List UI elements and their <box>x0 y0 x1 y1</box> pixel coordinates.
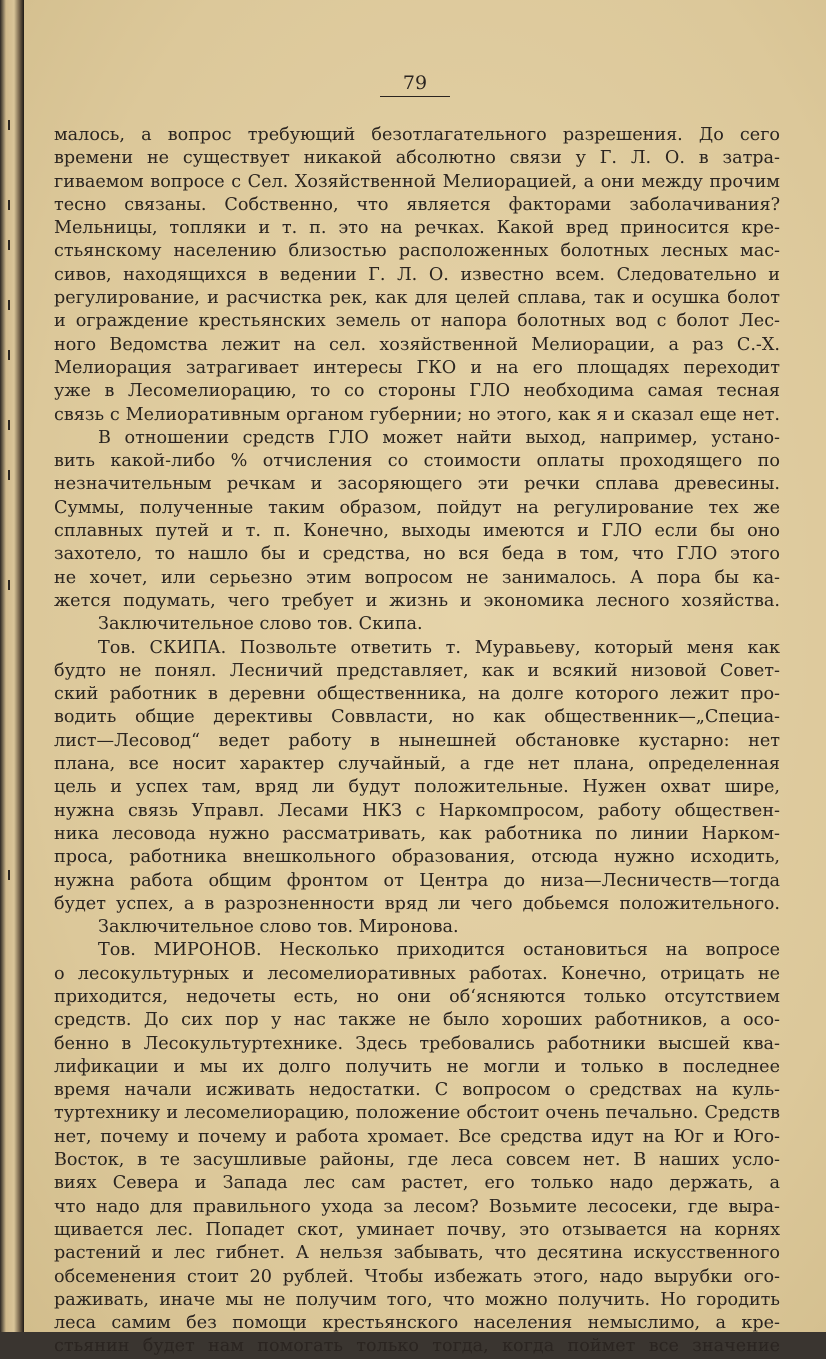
gutter-mark <box>8 120 10 130</box>
text-line: виях Севера и Запада лес сам растет, его только надо держать, а <box>54 1173 780 1194</box>
page-number: 79 <box>380 72 450 97</box>
text-line: Тов. МИРОНОВ. Несколько приходится остановиться на вопросе <box>98 940 780 961</box>
book-page <box>24 0 826 1357</box>
text-line: гиваемом вопросе с Сел. Хозяйственной Мелиорацией, а они между прочим <box>54 171 780 192</box>
text-line: Мелиорация затрагивает интересы ГКО и на его площадях переходит <box>54 357 780 378</box>
gutter-mark <box>8 350 10 360</box>
text-line: тесно связаны. Собственно, что является факторами заболачивания? <box>54 194 780 215</box>
gutter-mark <box>8 420 10 430</box>
page-body-text <box>54 124 780 1359</box>
text-line: что надо для правильного ухода за лесом? Возьмите лесосеки, где выра- <box>54 1196 780 1217</box>
text-line: стьянскому населению близостью расположенных болотных лесных мас- <box>54 241 780 262</box>
gutter-mark <box>8 240 10 250</box>
text-line: уже в Лесомелиорацию, то со стороны ГЛО необходима самая тесная <box>54 381 780 402</box>
text-line: время начали исживать недостатки. С вопросом о средствах на куль- <box>54 1080 780 1101</box>
text-line: Заключительное слово тов. Скипа. <box>98 614 423 635</box>
text-line: сивов, находящихся в ведении Г. Л. О. известно всем. Следовательно и <box>54 264 780 285</box>
text-line: растений и лес гибнет. А нельзя забывать, что десятина искусственного <box>54 1243 780 1264</box>
text-line: Мельницы, топляки и т. п. это на речках. Какой вред приносится кре- <box>54 218 780 239</box>
text-line: обсеменения стоит 20 рублей. Чтобы избежать этого, надо вырубки ого- <box>54 1266 780 1287</box>
text-line: лификации и мы их долго получить не могли и только в последнее <box>54 1056 780 1077</box>
text-line: времени не существует никакой абсолютно связи у Г. Л. О. в затра- <box>54 148 780 169</box>
text-line: лист—Лесовод“ ведет работу в нынешней обстановке кустарно: нет <box>54 730 780 751</box>
text-line: Суммы, полученные таким образом, пойдут на регулирование тех же <box>54 497 780 518</box>
text-line: нужна работа общим фронтом от Центра до низа—Лесничеств—тогда <box>54 870 780 891</box>
text-line: водить общие дерективы Соввласти, но как общественник—„Специа- <box>54 707 780 728</box>
text-line: раживать, иначе мы не получим того, что можно получить. Но городить <box>54 1289 780 1310</box>
book-gutter <box>0 0 24 1332</box>
text-line: ного Ведомства лежит на сел. хозяйственной Мелиорации, а раз С.-Х. <box>54 334 780 355</box>
text-line: бенно в Лесокультуртехнике. Здесь требовались работники высшей ква- <box>54 1033 780 1054</box>
text-line: туртехнику и лесомелиорацию, положение обстоит очень печально. Средств <box>54 1103 780 1124</box>
text-line: проса, работника внешкольного образования, отсюда нужно исходить, <box>54 847 780 868</box>
text-line: приходится, недочеты есть, но они об‘ясняются только отсутствием <box>54 986 780 1007</box>
text-line: Восток, в те засушливые районы, где леса совсем нет. В наших усло- <box>54 1150 780 1171</box>
gutter-mark <box>8 580 10 590</box>
text-line: сплавных путей и т. п. Конечно, выходы имеются и ГЛО если бы оно <box>54 521 780 542</box>
text-line: захотело, то нашло бы и средства, но вся беда в том, что ГЛО этого <box>54 544 780 565</box>
text-line: нет, почему и почему и работа хромает. Все средства идут на Юг и Юго- <box>54 1126 780 1147</box>
text-line: связь с Мелиоративным органом губернии; но этого, как я и сказал еще нет. <box>54 404 780 425</box>
text-line: ника лесовода нужно рассматривать, как работника по линии Нарком- <box>54 823 780 844</box>
text-line: не хочет, или серьезно этим вопросом не занималось. А пора бы ка- <box>54 567 780 588</box>
text-line: о лесокультурных и лесомелиоративных работах. Конечно, отрицать не <box>54 963 780 984</box>
text-line: щивается лес. Попадет скот, уминает почву, это отзывается на корнях <box>54 1219 780 1240</box>
text-line: Заключительное слово тов. Миронова. <box>98 917 459 938</box>
text-line: малось, а вопрос требующий безотлагательного разрешения. До сего <box>54 125 780 145</box>
gutter-mark <box>8 300 10 310</box>
text-line: средств. До сих пор у нас также не было хороших работников, а осо- <box>54 1010 780 1031</box>
text-line: нужна связь Управл. Лесами НКЗ с Наркомпросом, работу обществен- <box>54 800 780 821</box>
gutter-mark <box>8 200 10 210</box>
text-line: стьянин будет нам помогать только тогда, когда поймет все значение <box>54 1336 780 1357</box>
text-line: и ограждение крестьянских земель от напора болотных вод с болот Лес- <box>54 311 780 332</box>
text-line: плана, все носит характер случайный, а где нет плана, определенная <box>54 754 780 775</box>
text-line: В отношении средств ГЛО может найти выход, например, устано- <box>98 427 780 448</box>
text-line: незначительным речкам и засоряющего эти речки сплава древесины. <box>54 474 780 495</box>
text-line: леса самим без помощи крестьянского населения немыслимо, а кре- <box>54 1313 780 1334</box>
text-line: регулирование, и расчистка рек, как для целей сплава, так и осушка болот <box>54 288 780 309</box>
gutter-mark <box>8 870 10 880</box>
text-line: будто не понял. Лесничий представляет, как и всякий низовой Совет- <box>54 660 780 681</box>
text-line: Тов. СКИПА. Позвольте ответить т. Муравьеву, который меня как <box>98 637 780 658</box>
gutter-mark <box>8 470 10 480</box>
text-line: цель и успех там, вряд ли будут положительные. Нужен охват шире, <box>54 777 780 798</box>
text-line: ский работник в деревни общественника, на долге которого лежит про- <box>54 684 780 705</box>
text-line: будет успех, а в разрозненности вряд ли чего добьемся положительного. <box>54 893 780 914</box>
text-line: жется подумать, чего требует и жизнь и экономика лесного хозяйства. <box>54 590 780 611</box>
text-line: вить какой-либо % отчисления со стоимости оплаты проходящего по <box>54 451 780 472</box>
